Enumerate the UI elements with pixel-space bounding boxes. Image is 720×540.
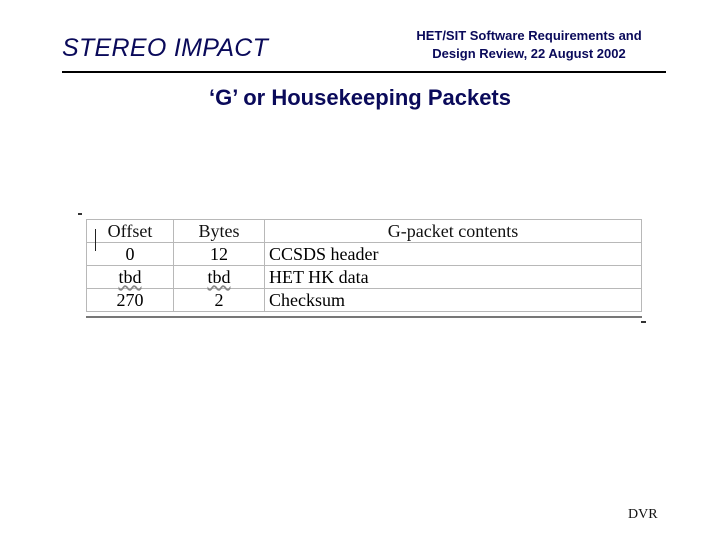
bytes-cell: tbd: [207, 266, 231, 287]
table-row: [87, 266, 642, 289]
offset-cell: 0: [87, 243, 174, 266]
review-line-1: HET/SIT Software Requirements and: [416, 28, 642, 43]
table-row: [87, 289, 642, 312]
column-header-contents: G-packet contents: [265, 220, 642, 243]
contents-cell: Checksum: [265, 289, 642, 312]
table-row: [87, 243, 642, 266]
contents-cell: HET HK data: [265, 266, 642, 289]
packet-table-container: [86, 219, 642, 312]
footer-author: DVR: [628, 507, 658, 522]
packet-table: [86, 219, 642, 312]
table-corner-mark-top: [78, 213, 82, 215]
contents-cell: CCSDS header: [265, 243, 642, 266]
table-corner-mark-bottom: [641, 321, 646, 323]
bytes-cell: 12: [174, 243, 265, 266]
column-header-bytes: Bytes: [174, 220, 265, 243]
offset-cell: tbd: [118, 266, 142, 287]
slide-title: ‘G’ or Housekeeping Packets: [208, 85, 511, 110]
brand-title: STEREO IMPACT: [62, 34, 269, 62]
bytes-cell: 2: [174, 289, 265, 312]
text-cursor-mark: [95, 229, 96, 251]
column-header-offset: Offset: [87, 220, 174, 243]
review-line-2: Design Review, 22 August 2002: [432, 46, 626, 61]
header-divider: [62, 71, 666, 73]
table-header-row: [87, 220, 642, 243]
table-bottom-border: [86, 316, 642, 318]
review-header: [398, 27, 660, 63]
offset-cell: 270: [87, 289, 174, 312]
